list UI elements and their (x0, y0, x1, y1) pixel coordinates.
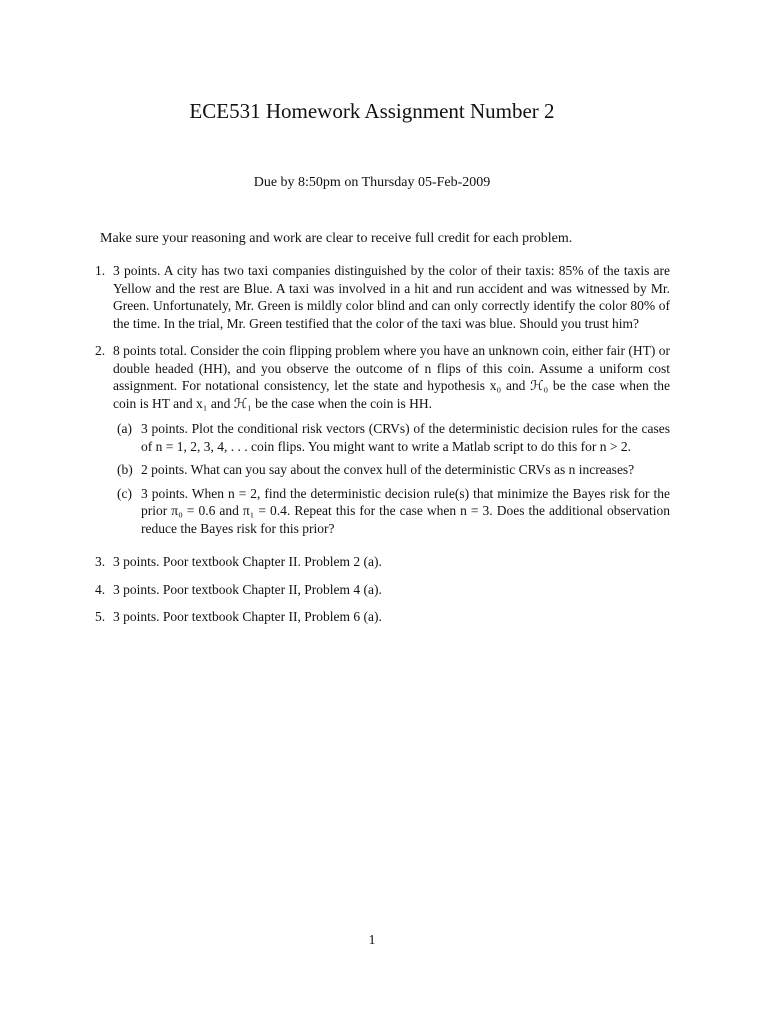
problem-text: 3 points. Poor textbook Chapter II. Problem 2 (a). (113, 554, 382, 569)
subpart-b (117, 461, 670, 479)
subpart-c (117, 485, 670, 538)
problem-number: 1. (95, 263, 106, 278)
problem-text: 8 points total. Consider the coin flipping problem where you have an unknown coin, either fair (HT) or double headed (HH), and you observe the outcome of n flips of this coin. Assume a uniform cost assignment. For notational consistency, let the state and hypothesis x₀ and ℋ₀ be the case when the coin is HT and x₁ and ℋ₁ be the case when the coin is HH. (113, 343, 670, 411)
problem-number: 5. (95, 609, 106, 624)
subpart-list (117, 420, 670, 537)
problem-1 (95, 262, 670, 332)
problem-text: 3 points. A city has two taxi companies distinguished by the color of their taxis: 85% of the taxis are Yellow and the rest are Blue. A taxi was involved in a hit and run accident and was witnessed by Mr. Green. Unfortunately, Mr. Green is mildly color blind and can only correctly identify the color 80% of the time. In the trial, Mr. Green testified that the color of the taxi was blue. Should you trust him? (113, 263, 670, 331)
problem-5 (95, 608, 670, 626)
subpart-label: (a) (117, 421, 132, 436)
problem-number: 2. (95, 343, 106, 358)
due-date: Due by 8:50pm on Thursday 05-Feb-2009 (253, 175, 491, 190)
problem-text: 3 points. Poor textbook Chapter II, Problem 6 (a). (113, 609, 382, 624)
problem-number: 3. (95, 554, 106, 569)
problem-body (113, 342, 670, 543)
subpart-a (117, 420, 670, 455)
problem-4 (95, 581, 670, 599)
page-number: 1 (368, 933, 376, 948)
problem-2 (95, 342, 670, 543)
subpart-text: 3 points. Plot the conditional risk vectors (CRVs) of the deterministic decision rules for the cases of n = 1, 2, 3, 4, . . . coin flips. You might want to write a Matlab script to do this for n > 2. (141, 421, 670, 454)
subpart-label: (b) (117, 462, 133, 477)
document-title: ECE531 Homework Assignment Number 2 (189, 99, 555, 123)
subpart-text: 3 points. When n = 2, find the deterministic decision rule(s) that minimize the Bayes risk for the prior π₀ = 0.6 and π₁ = 0.4. Repeat this for the case when n = 3. Does the additional observation reduce the Bayes risk for this prior? (141, 485, 670, 536)
subpart-label: (c) (117, 485, 132, 501)
problem-number: 4. (95, 581, 106, 597)
problem-list (95, 262, 670, 636)
subpart-text: 2 points. What can you say about the convex hull of the deterministic CRVs as n increases? (141, 462, 635, 477)
problem-text: 3 points. Poor textbook Chapter II, Problem 4 (a). (113, 581, 382, 597)
problem-3 (95, 553, 670, 571)
intro-text: Make sure your reasoning and work are clear to receive full credit for each problem. (100, 231, 573, 246)
